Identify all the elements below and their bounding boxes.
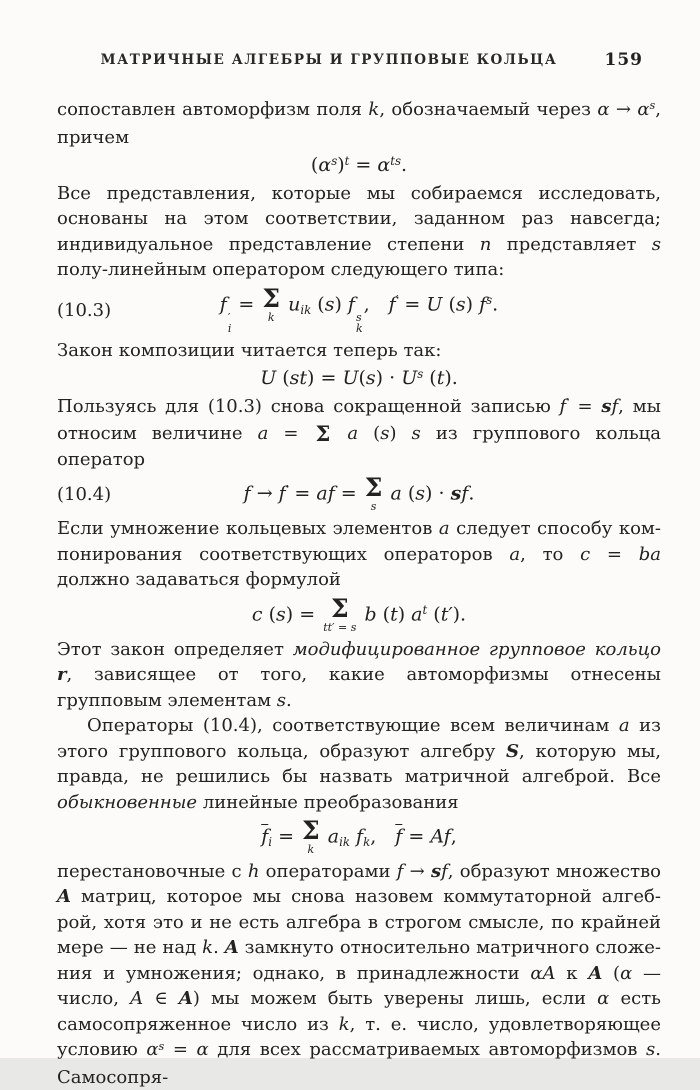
display-equation: $\overline{f}i$ = Σ k aik fk, $\overline{f} = Af$, (261, 816, 457, 856)
summation-sign: Σ tt′ = s (323, 593, 357, 634)
paragraph: перестановочные с h операторами f → sf, образуют множество A матриц, которое мы снова назовем коммутаторной алгеброй, хотя это и не есть алгебра в строгом смысле, по крайней мере — не над k. A замкнуто относительно матричного сложения и умножения; однако, в принадлежности αA к A (α — число, A ∈ A) мы можем быть уверены лишь, если α есть самосопряженное число из k, т. е. число, удовлетворяющее условию $\alpha^s = \alpha$ для всех рассматриваемых автоморфизмов s. Самосопря- (57, 860, 662, 1088)
paragraph: Все представления, которые мы собираемся исследовать, основаны на этом соответствии, заданном раз навсегда; индивидуальное представление степени n представляет s полу-линейным оператором следующего типа: (57, 182, 661, 281)
display-equation: c (s) = Σ tt′ = s b (t) $a^t$ (t′). (251, 593, 467, 634)
summation-sign: Σ (315, 421, 331, 447)
display-equation: U $(st) = U(s) \cdot U^s$ (t). (260, 367, 458, 390)
summation-sign: Σ k (262, 283, 281, 324)
paragraph: Операторы (10.4), соответствующие всем величинам a из этого группового кольца, образуют алгебру S, которую мы, правда, не решились бы назвать матричной алгеброй. Все обыкновенные линейные преобразования (57, 715, 661, 813)
display-equation: (10.3) f ′ i = Σ k uik (s) f s k , f′ = U (s) $f^s$. (57, 283, 499, 336)
paragraph: Закон композиции читается теперь так: (57, 339, 442, 361)
paragraph: Если умножение кольцевых элементов a следует способу компонирования соответствующих операторов a, то c = ba должно задаваться формулой (57, 518, 662, 591)
summation-sign: Σ s (364, 473, 383, 514)
stacked-scripts: ′ i (227, 310, 232, 336)
paragraph: Пользуясь для (10.3) снова сокращенной записью f′ = sf, мы относим величине a = Σ a (s) s из группового кольца оператор (57, 395, 661, 470)
display-equation: (10.4) f → f′ = af = Σ s a (s) · sf. (57, 473, 475, 514)
page-number: 159 (604, 50, 643, 70)
running-head: МАТРИЧНЫЕ АЛГЕБРЫ И ГРУППОВЫЕ КОЛЬЦА (100, 52, 558, 68)
equation-number: (10.3) (57, 299, 112, 321)
page-body (57, 97, 661, 1090)
summation-sign: Σ k (302, 816, 320, 856)
display-equation: $(\alpha^s)^t = \alpha^{ts}$. (310, 154, 408, 176)
paragraph: сопоставлен автоморфизм поля k, обозначаемый через $\alpha \to \alpha^s$, причем (57, 99, 661, 148)
page-header (57, 52, 661, 74)
stacked-scripts: s k (355, 310, 363, 336)
paragraph: Этот закон определяет модифицированное групповое кольцо r, зависящее от того, какие автоморфизмы отнесены групповым элементам s. (57, 638, 662, 711)
equation-number: (10.4) (57, 483, 112, 505)
